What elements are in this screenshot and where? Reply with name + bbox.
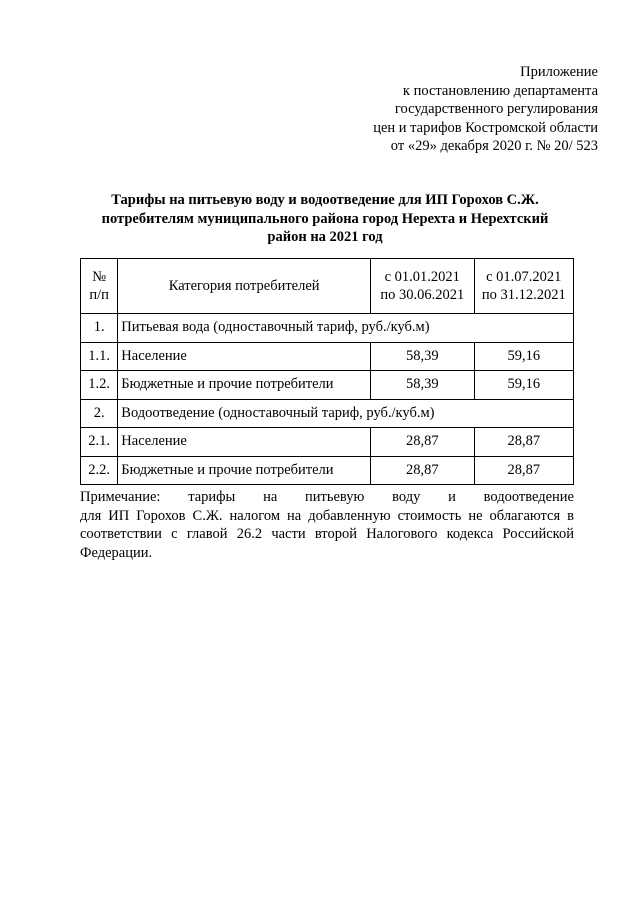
row-period1-value: 58,39 <box>370 371 474 400</box>
section-number: 2. <box>81 399 118 428</box>
title-line: Тарифы на питьевую воду и водоотведение для ИП Горохов С.Ж. <box>111 192 539 208</box>
header-category: Категория потребителей <box>118 259 371 314</box>
header-period2 <box>474 259 573 314</box>
section-row <box>81 314 574 343</box>
row-category: Население <box>118 428 371 457</box>
title-line: район на 2021 год <box>267 229 383 245</box>
header-period1-line2: по 30.06.2021 <box>380 287 465 303</box>
row-number: 2.1. <box>81 428 118 457</box>
row-period1-value: 28,87 <box>370 428 474 457</box>
header-number-line1: № <box>92 269 107 285</box>
row-number: 1.1. <box>81 342 118 371</box>
title-line: потребителям муниципального района город Нерехта и Нерехтский <box>101 210 549 227</box>
row-number: 2.2. <box>81 456 118 485</box>
appendix-line: от «29» декабря 2020 г. № 20/ 523 <box>390 138 598 155</box>
header-number-line2: п/п <box>89 287 109 303</box>
document-title <box>80 191 570 247</box>
row-period2-value: 28,87 <box>474 456 573 485</box>
appendix-header <box>373 63 598 156</box>
appendix-line: цен и тарифов Костромской области <box>373 119 598 136</box>
table-row <box>81 456 574 485</box>
section-number: 1. <box>81 314 118 343</box>
header-period2-line2: по 31.12.2021 <box>481 287 566 303</box>
row-period2-value: 59,16 <box>474 342 573 371</box>
header-period2-line1: с 01.07.2021 <box>486 269 562 285</box>
row-category: Население <box>118 342 371 371</box>
row-category: Бюджетные и прочие потребители <box>118 371 371 400</box>
appendix-line: к постановлению департамента <box>402 82 598 99</box>
footnote <box>80 488 574 562</box>
section-label: Питьевая вода (одноставочный тариф, руб./куб.м) <box>118 314 574 343</box>
table-row <box>81 342 574 371</box>
row-number: 1.2. <box>81 371 118 400</box>
row-period1-value: 58,39 <box>370 342 474 371</box>
footnote-first-line: Примечание: тарифы на питьевую воду и водоотведение <box>80 489 574 505</box>
footnote-text: для ИП Горохов С.Ж. налогом на добавленную стоимость не облагаются в соответствии с главой 26.2 части второй Налогового кодекса Российской Федерации. <box>80 507 574 561</box>
section-row <box>81 399 574 428</box>
appendix-line: Приложение <box>520 64 598 80</box>
appendix-line: государственного регулирования <box>394 101 598 118</box>
table-row <box>81 371 574 400</box>
header-period1 <box>370 259 474 314</box>
section-label: Водоотведение (одноставочный тариф, руб./куб.м) <box>118 399 574 428</box>
table-header-row <box>81 259 574 314</box>
row-period2-value: 59,16 <box>474 371 573 400</box>
table-row <box>81 428 574 457</box>
header-number <box>81 259 118 314</box>
header-period1-line1: с 01.01.2021 <box>384 269 460 285</box>
row-period1-value: 28,87 <box>370 456 474 485</box>
tariff-table <box>80 258 574 485</box>
row-category: Бюджетные и прочие потребители <box>118 456 371 485</box>
row-period2-value: 28,87 <box>474 428 573 457</box>
